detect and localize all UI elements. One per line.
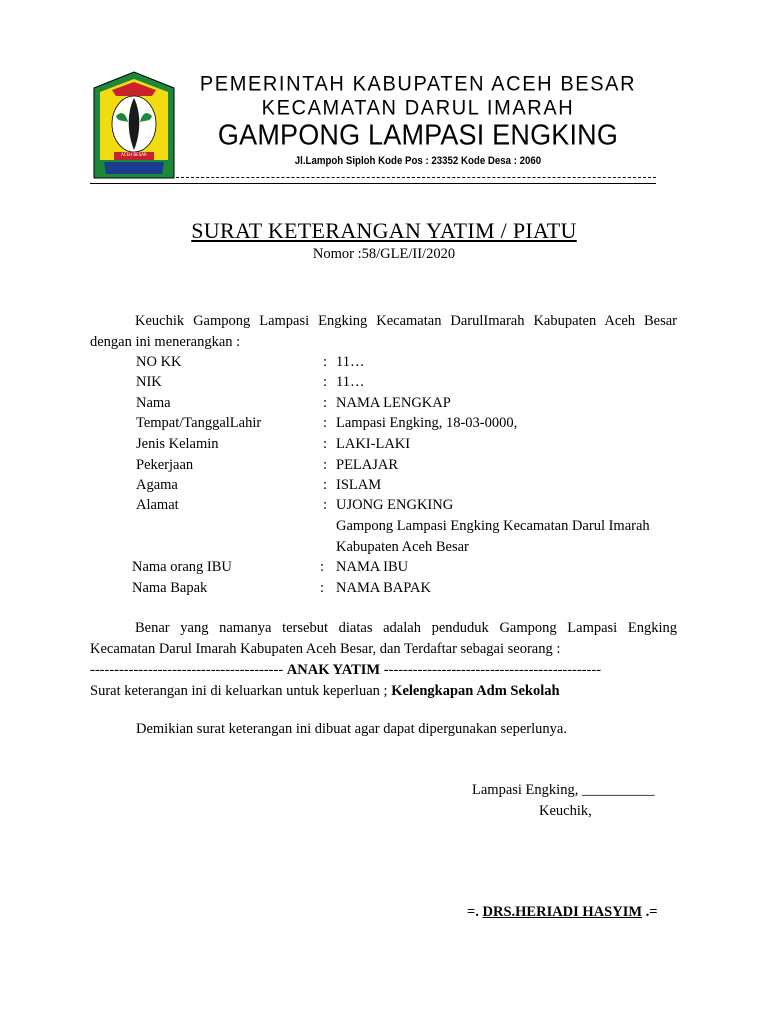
field-value: NAMA LENGKAP [336,395,451,411]
address-line: Kabupaten Aceh Besar [336,539,469,555]
letterhead-district: KECAMATAN DARUL IMARAH [261,96,575,120]
status-line: ---------------------------------------- ANAK YATIM --------------------------------------------- [90,662,602,678]
address-line: Gampong Lampasi Engking Kecamatan Darul Imarah [336,518,650,534]
intro-paragraph: Keuchik Gampong Lampasi Engking Kecamatan DarulImarah Kabupaten Aceh Besar dengan ini menerangkan : [90,313,677,350]
field-label: Tempat/TanggalLahir [136,415,262,431]
field-label: Alamat [136,497,179,513]
field-value: 11… [336,374,365,390]
field-value: PELAJAR [336,457,399,473]
statement-paragraph: Benar yang namanya tersebut diatas adalah penduduk Gampong Lampasi Engking Kecamatan Darul Imarah Kabupaten Aceh Besar, dan Terdaftar sebagai seorang : [90,620,677,657]
field-value: LAKI-LAKI [336,436,411,452]
field-label: Jenis Kelamin [136,436,219,452]
signatory-name: DRS.HERIADI HASYIM [482,904,643,920]
field-colon: : [323,477,328,493]
field-label: NIK [136,374,162,390]
field-colon: : [320,580,325,596]
field-value: NAMA BAPAK [336,580,431,596]
field-value: ISLAM [336,477,382,493]
field-value: 11… [336,354,365,370]
field-value: UJONG ENGKING [336,497,454,513]
field-label: NO KK [136,354,182,370]
letterhead-address: Jl.Lampoh Siploh Kode Pos : 23352 Kode Desa : 2060 [294,155,542,167]
signatory-name-line: =. DRS.HERIADI HASYIM .= [467,904,658,920]
field-colon: : [323,436,328,452]
field-colon: : [323,415,328,431]
signature-position: Keuchik, [539,803,592,819]
field-label: Nama Bapak [132,580,208,596]
signature-place-date: Lampasi Engking, __________ [472,782,655,798]
letterhead-solid-divider [90,183,656,184]
field-label: Nama orang IBU [132,559,232,575]
field-value: NAMA IBU [336,559,409,575]
field-colon: : [323,395,328,411]
field-value: Lampasi Engking, 18-03-0000, [336,415,518,431]
letter-title: SURAT KETERANGAN YATIM / PIATU [191,218,577,243]
field-label: Agama [136,477,178,493]
letterhead-dashed-divider [176,177,656,178]
closing-paragraph: Demikian surat keterangan ini dibuat agar dapat dipergunakan seperlunya. [136,721,567,737]
letter-number: Nomor :58/GLE/II/2020 [312,246,456,262]
field-colon: : [323,457,328,473]
field-colon: : [323,374,328,390]
emblem-caption: ACEH BESAR [121,152,147,157]
field-label: Nama [136,395,171,411]
purpose-line: Surat keterangan ini di keluarkan untuk keperluan ; Kelengkapan Adm Sekolah [90,683,560,699]
aceh-besar-emblem-icon [92,70,176,180]
field-colon: : [323,497,328,513]
field-label: Pekerjaan [136,457,194,473]
letterhead-village: GAMPONG LAMPASI ENGKING [217,119,619,151]
letterhead-government: PEMERINTAH KABUPATEN ACEH BESAR [199,72,637,96]
field-colon: : [323,354,328,370]
purpose-value: Kelengkapan Adm Sekolah [391,683,560,699]
status-label: ANAK YATIM [286,662,381,678]
field-colon: : [320,559,325,575]
